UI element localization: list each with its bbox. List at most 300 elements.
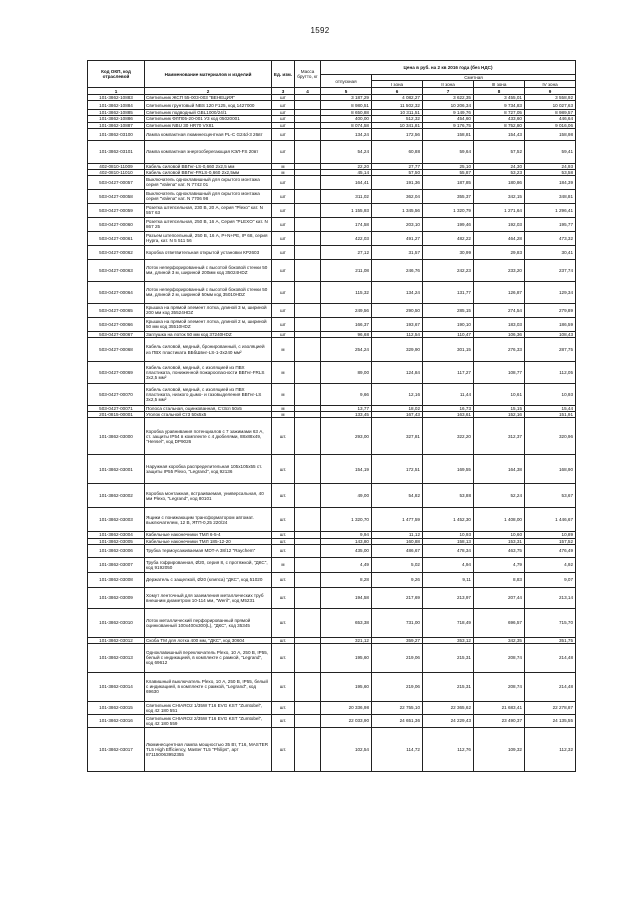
price-zone-4: 9,07: [525, 572, 576, 587]
item-name: Наружная коробка распределительная 105х105х55 ст. защиты IP55 Plexo, "Legrand", код 92136: [145, 455, 272, 484]
item-unit: м: [272, 406, 295, 412]
price-zone-3: 433,60: [474, 116, 525, 122]
price-zone-1: 290,50: [372, 303, 423, 317]
price-zone-3: 8,83: [474, 572, 525, 587]
price-release: 54,24: [321, 140, 372, 163]
price-zone-1: 27,77: [372, 163, 423, 169]
price-zone-3: 342,15: [474, 189, 525, 203]
price-release: 435,00: [321, 544, 372, 557]
item-name: Одноклавишный переключатель Plexo, 10 А, 250 В, IP55, белый с индикацией, в комплекте с рамкой, "Legrand", код 69612: [145, 643, 272, 672]
item-mass: [295, 701, 321, 714]
item-unit: шт.: [272, 532, 295, 538]
price-zone-2: 190,10: [423, 317, 474, 331]
price-release: 174,58: [321, 217, 372, 231]
price-release: 195,60: [321, 643, 372, 672]
item-unit: шт: [272, 95, 295, 101]
price-zone-3: 696,57: [474, 608, 525, 637]
item-unit: шт.: [272, 418, 295, 455]
item-unit: шт.: [272, 538, 295, 544]
item-name: Лампа компактная люминесцентная PL-C G24d-3 26вт: [145, 128, 272, 140]
price-release: 134,24: [321, 128, 372, 140]
price-zone-2: 4,94: [423, 557, 474, 572]
price-zone-1: 219,06: [372, 672, 423, 701]
item-name: Кабель силовой, медный, бронированный, с изоляцией из ПВХ пластиката ВБбШвнг-LS-1-3х240 мм²: [145, 338, 272, 362]
item-name: Держатель с защелкой, Ø20 (клипса) "ДКС", код 51020: [145, 572, 272, 587]
price-release: 22,20: [321, 163, 372, 169]
item-code: 503-0427-00065: [88, 303, 145, 317]
item-mass: [295, 557, 321, 572]
header-code: Код ОКП, код отраслевой: [88, 61, 145, 88]
table-row: [88, 643, 576, 672]
price-release: 400,00: [321, 116, 372, 122]
price-zone-1: 57,50: [372, 169, 423, 175]
header-release: отпускная: [321, 75, 372, 88]
item-unit: шт.: [272, 672, 295, 701]
table-row: [88, 418, 576, 455]
price-zone-1: 31,57: [372, 245, 423, 259]
item-unit: м: [272, 169, 295, 175]
price-zone-1: 134,24: [372, 281, 423, 303]
price-zone-2: 55,87: [423, 169, 474, 175]
price-zone-2: 9 176,75: [423, 122, 474, 128]
item-mass: [295, 508, 321, 532]
item-name: Лоток металлический перфорированный прямой оцинкованный 100х400х300(L), "ДКС", код 35345: [145, 608, 272, 637]
price-zone-1: 731,00: [372, 608, 423, 637]
item-code: 101-3862-03017: [88, 727, 145, 771]
item-unit: шт.: [272, 455, 295, 484]
table-row: [88, 189, 576, 203]
price-zone-4: 279,89: [525, 303, 576, 317]
header-price-group: Цена в руб. на 2 кв 2016 года (без НДС): [321, 61, 576, 75]
item-name: Светильник ЖСП 55-003-003 "ВЕНЕЦИЯ": [145, 95, 272, 101]
price-zone-4: 214,48: [525, 672, 576, 701]
price-zone-3: 1 271,64: [474, 203, 525, 217]
price-zone-3: 1 408,00: [474, 508, 525, 532]
price-zone-3: 207,44: [474, 587, 525, 608]
price-zone-1: 54,82: [372, 484, 423, 508]
item-code: 503-0427-00066: [88, 317, 145, 331]
table-row: [88, 572, 576, 587]
item-code: 101-3862-03014: [88, 672, 145, 701]
item-mass: [295, 259, 321, 281]
col-number: 3: [272, 88, 295, 95]
table-row: [88, 727, 576, 771]
item-mass: [295, 672, 321, 701]
price-zone-1: 1 345,56: [372, 203, 423, 217]
col-number: 6: [372, 88, 423, 95]
price-zone-4: 10,89: [525, 532, 576, 538]
price-zone-2: 163,61: [423, 412, 474, 418]
price-zone-3: 9 734,83: [474, 101, 525, 110]
price-zone-3: 52,24: [474, 484, 525, 508]
price-release: 164,41: [321, 175, 372, 189]
item-name: Светильник грунтовый NBS 120 F125, код 1427000: [145, 101, 272, 110]
table-row: [88, 714, 576, 727]
price-zone-3: 10,60: [474, 532, 525, 538]
price-zone-1: 359,27: [372, 637, 423, 643]
item-code: 503-0427-00063: [88, 259, 145, 281]
item-mass: [295, 608, 321, 637]
item-code: 503-0427-00062: [88, 245, 145, 259]
item-mass: [295, 203, 321, 217]
price-zone-3: 164,38: [474, 455, 525, 484]
item-name: Розетка штепсельная, 230 В, 20 А, серия "Plexo" кат. N 557 63: [145, 203, 272, 217]
item-name: Кабель силовой, медный, с изоляцией из ПВХ пластиката, пониженной пожароопасности ВВГнг-FRLS 3х2,5 мм²: [145, 362, 272, 384]
item-name: Кабельные наконечники ТМЛ 6-5-4: [145, 532, 272, 538]
price-zone-1: 114,72: [372, 727, 423, 771]
price-release: 8 074,58: [321, 122, 372, 128]
price-zone-4: 1 446,67: [525, 508, 576, 532]
price-zone-1: 172,51: [372, 455, 423, 484]
item-name: Выключатель одноклавишный для скрытого монтажа серия "Valena" кат. N 7706 98: [145, 189, 272, 203]
price-zone-2: 285,15: [423, 303, 474, 317]
item-code: 101-3862-10886: [88, 116, 145, 122]
table-row: [88, 608, 576, 637]
item-unit: шт: [272, 128, 295, 140]
price-zone-4: 22 278,87: [525, 701, 576, 714]
price-zone-1: 9,26: [372, 572, 423, 587]
price-zone-4: 129,34: [525, 281, 576, 303]
table-row: [88, 484, 576, 508]
price-zone-1: 362,04: [372, 189, 423, 203]
item-name: Люминесцентная лампа мощностью 35 Вт, T16, MASTER TL5 High Efficiency, Master TL5 "Philips", арт 871150063952355: [145, 727, 272, 771]
price-zone-4: 186,59: [525, 317, 576, 331]
header-estimate: Сметная: [372, 75, 576, 81]
price-zone-2: 112,76: [423, 727, 474, 771]
price-zone-3: 274,54: [474, 303, 525, 317]
price-zone-2: 242,23: [423, 259, 474, 281]
price-release: 8 650,88: [321, 110, 372, 116]
price-zone-2: 10 206,34: [423, 101, 474, 110]
item-code: 101-3862-03010: [88, 608, 145, 637]
item-mass: [295, 338, 321, 362]
item-mass: [295, 317, 321, 331]
table-row: [88, 587, 576, 608]
item-code: 101-3862-03006: [88, 544, 145, 557]
table-row: [88, 259, 576, 281]
price-zone-3: 180,86: [474, 175, 525, 189]
item-name: Лоток неперфорированный с высотой боковой стенки 50 мм, длиной 2 м, шириной 50мм код 35010HDZ: [145, 281, 272, 303]
price-zone-2: 117,27: [423, 362, 474, 384]
item-name: Кабельные наконечники ТМЛ 185-12-20: [145, 538, 272, 544]
item-mass: [295, 101, 321, 110]
item-mass: [295, 455, 321, 484]
item-name: Клавишный выключатель Plexo, 10 А, 250 В, IP55, белый с индикацией, в комплекте с рамкой, "Legrand", код 69630: [145, 672, 272, 701]
price-zone-2: 1 452,30: [423, 508, 474, 532]
item-code: 201-0815-00001: [88, 412, 145, 418]
price-zone-2: 30,99: [423, 245, 474, 259]
price-zone-4: 112,32: [525, 727, 576, 771]
item-mass: [295, 245, 321, 259]
price-zone-4: 30,41: [525, 245, 576, 259]
table-row: [88, 508, 576, 532]
item-name: Коробка уравнивания потенциалов с 7 зажимами 63 А, ст. защиты IP54 в комплекте с 4 дюбелями, 88х88х49, "Hensel", код DP9026: [145, 418, 272, 455]
item-code: 101-3862-10884: [88, 101, 145, 110]
item-name: Хомут ленточный для заземления металлических труб внешним диаметром 10-114 мм, "Weril", код M5231: [145, 587, 272, 608]
item-unit: шт: [272, 175, 295, 189]
price-zone-2: 9 149,76: [423, 110, 474, 116]
table-row: [88, 455, 576, 484]
item-unit: м: [272, 338, 295, 362]
table-row: [88, 362, 576, 384]
price-release: 249,56: [321, 303, 372, 317]
header-mass: Масса брутто, кг: [295, 61, 321, 88]
item-code: 101-3862-03013: [88, 643, 145, 672]
price-zone-4: 351,75: [525, 637, 576, 643]
item-name: Уголок стальной Ст3 50х5х5: [145, 412, 272, 418]
item-unit: шт.: [272, 637, 295, 643]
item-mass: [295, 384, 321, 406]
price-zone-4: 168,90: [525, 455, 576, 484]
item-mass: [295, 418, 321, 455]
item-mass: [295, 544, 321, 557]
price-zone-4: 151,91: [525, 412, 576, 418]
item-name: Светильник ФЛП05-20-001 У3 код 05020001: [145, 116, 272, 122]
item-unit: м: [272, 163, 295, 169]
item-mass: [295, 217, 321, 231]
price-zone-1: 203,10: [372, 217, 423, 231]
item-code: 503-0427-00058: [88, 189, 145, 203]
item-unit: шт: [272, 116, 295, 122]
item-code: 503-0427-00070: [88, 384, 145, 406]
price-release: 422,03: [321, 231, 372, 245]
price-release: 8,28: [321, 572, 372, 587]
item-mass: [295, 572, 321, 587]
item-code: 101-3862-03012: [88, 637, 145, 643]
price-zone-4: 8 989,57: [525, 110, 576, 116]
item-code: 101-3862-03005: [88, 538, 145, 544]
price-zone-4: 3 558,92: [525, 95, 576, 101]
price-zone-2: 301,15: [423, 338, 474, 362]
price-zone-2: 718,49: [423, 608, 474, 637]
price-release: 653,38: [321, 608, 372, 637]
price-zone-3: 8 727,05: [474, 110, 525, 116]
price-zone-1: 172,56: [372, 128, 423, 140]
price-zone-3: 57,52: [474, 140, 525, 163]
item-code: 503-0427-00061: [88, 231, 145, 245]
price-release: 89,00: [321, 362, 372, 384]
price-zone-4: 320,96: [525, 418, 576, 455]
price-zone-4: 53,58: [525, 169, 576, 175]
item-name: Светильник NBU 30 HR70 VX81: [145, 122, 272, 128]
price-zone-4: 715,70: [525, 608, 576, 637]
col-number: 2: [145, 88, 272, 95]
price-zone-4: 184,39: [525, 175, 576, 189]
item-code: 101-3862-03008: [88, 572, 145, 587]
item-code: 101-3862-03004: [88, 532, 145, 538]
price-release: 143,80: [321, 538, 372, 544]
price-zone-2: 25,10: [423, 163, 474, 169]
price-zone-2: 199,46: [423, 217, 474, 231]
price-release: 211,08: [321, 259, 372, 281]
price-zone-4: 214,48: [525, 643, 576, 672]
price-zone-3: 276,33: [474, 338, 525, 362]
item-unit: шт: [272, 317, 295, 331]
price-zone-1: 217,69: [372, 587, 423, 608]
table-row: [88, 338, 576, 362]
price-zone-4: 195,77: [525, 217, 576, 231]
price-zone-1: 22 755,10: [372, 701, 423, 714]
price-zone-3: 233,20: [474, 259, 525, 281]
item-name: Розетка штепсельная, 250 В, 16 А, Серия "PLEXO" кат. N 867 25: [145, 217, 272, 231]
col-number: 7: [423, 88, 474, 95]
price-zone-4: 213,14: [525, 587, 576, 608]
table-row: [88, 317, 576, 331]
price-zone-3: 192,03: [474, 217, 525, 231]
item-name: Коробка монтажная, встраиваемая, универсальная, 40 мм Plexo, "Legrand", код 80101: [145, 484, 272, 508]
price-release: 96,68: [321, 331, 372, 337]
item-code: 503-0427-00069: [88, 362, 145, 384]
header-zone-3: III зона: [474, 81, 525, 88]
price-release: 27,12: [321, 245, 372, 259]
table-row: [88, 140, 576, 163]
table-row: [88, 245, 576, 259]
price-release: 293,00: [321, 418, 372, 455]
item-unit: м: [272, 362, 295, 384]
item-unit: шт: [272, 303, 295, 317]
table-row: [88, 101, 576, 110]
item-name: Лоток неперфорированный с высотой боковой стенки 50 мм, длиной 3 м, шириной 200мм код 35024HDZ: [145, 259, 272, 281]
header-zone-2: II зона: [423, 81, 474, 88]
item-code: 101-3862-03015: [88, 701, 145, 714]
price-zone-3: 29,83: [474, 245, 525, 259]
price-zone-2: 482,22: [423, 231, 474, 245]
table-row: [88, 217, 576, 231]
col-number: 5: [321, 88, 372, 95]
price-zone-2: 24 229,43: [423, 714, 474, 727]
item-mass: [295, 303, 321, 317]
price-zone-2: 213,97: [423, 587, 474, 608]
price-zone-3: 152,16: [474, 412, 525, 418]
col-number: 8: [474, 88, 525, 95]
price-release: 195,60: [321, 672, 372, 701]
item-name: Кабель силовой, медный, с изоляцией из ПВХ пластиката, низкого дымо- и газовыделения ВВГнг-LS 3х2,5 мм²: [145, 384, 272, 406]
item-mass: [295, 714, 321, 727]
price-release: 8 980,51: [321, 101, 372, 110]
price-zone-1: 10 311,51: [372, 110, 423, 116]
price-zone-4: 53,67: [525, 484, 576, 508]
item-name: Разъем штепсельный, 250 В, 16 А, P+N+PE, IP 68, серия Hypra, кат. N 5 511 56: [145, 231, 272, 245]
price-zone-2: 215,31: [423, 643, 474, 672]
price-zone-2: 158,81: [423, 128, 474, 140]
item-name: Полоса стальная, оцинкованная, Ст3сп 50х5: [145, 406, 272, 412]
price-zone-2: 478,34: [423, 544, 474, 557]
item-code: 503-0427-00060: [88, 217, 145, 231]
price-release: 166,37: [321, 317, 372, 331]
item-name: Труба гофрированная, Ø20, серия 8, с протяжкой, "ДКС", код 9192050: [145, 557, 272, 572]
price-zone-4: 157,52: [525, 538, 576, 544]
price-zone-1: 219,06: [372, 643, 423, 672]
price-zone-2: 11,44: [423, 384, 474, 406]
price-zone-4: 15,44: [525, 406, 576, 412]
price-zone-3: 109,32: [474, 727, 525, 771]
item-name: Крышка на прямой элемент лотка, длиной 3 м, шириной 200 мм код 35524HDZ: [145, 303, 272, 317]
price-release: 102,54: [321, 727, 372, 771]
item-mass: [295, 231, 321, 245]
header-unit: Ед. изм.: [272, 61, 295, 88]
item-code: 101-3862-10885: [88, 110, 145, 116]
item-unit: шт: [272, 203, 295, 217]
item-unit: шт: [272, 231, 295, 245]
item-unit: м: [272, 384, 295, 406]
price-zone-4: 287,75: [525, 338, 576, 362]
item-code: 101-3862-10883: [88, 95, 145, 101]
price-zone-1: 10 341,81: [372, 122, 423, 128]
price-zone-4: 59,41: [525, 140, 576, 163]
item-unit: шт.: [272, 544, 295, 557]
price-release: 154,19: [321, 455, 372, 484]
price-release: 3 187,29: [321, 95, 372, 101]
price-release: 49,00: [321, 484, 372, 508]
item-mass: [295, 140, 321, 163]
table-row: [88, 701, 576, 714]
price-release: 321,12: [321, 637, 372, 643]
item-name: Светильник CHIARO2 2/35W T16 EVG KST "Zumtobel", код 42 180 559: [145, 714, 272, 727]
price-release: 13,77: [321, 406, 372, 412]
price-release: 311,02: [321, 189, 372, 203]
price-zone-3: 10,61: [474, 384, 525, 406]
price-zone-2: 9,11: [423, 572, 474, 587]
item-mass: [295, 362, 321, 384]
price-release: 20 336,98: [321, 701, 372, 714]
item-unit: шт: [272, 331, 295, 337]
item-unit: шт.: [272, 714, 295, 727]
price-zone-1: 327,81: [372, 418, 423, 455]
price-zone-1: 124,84: [372, 362, 423, 384]
price-zone-2: 131,77: [423, 281, 474, 303]
price-release: 194,58: [321, 587, 372, 608]
item-name: Выключатель одноклавишный для скрытого монтажа серия "Valena" кат. N 7742 01: [145, 175, 272, 189]
item-unit: шт: [272, 110, 295, 116]
price-release: 9,66: [321, 384, 372, 406]
price-zone-1: 4 082,27: [372, 95, 423, 101]
item-unit: шт.: [272, 608, 295, 637]
item-code: 101-3862-03009: [88, 587, 145, 608]
price-release: 9,94: [321, 532, 372, 538]
price-zone-2: 169,55: [423, 455, 474, 484]
item-name: Светильник CHIARO2 1/35W T16 EVG KST "Zumtobel", код 42 180 551: [145, 701, 272, 714]
price-zone-3: 126,87: [474, 281, 525, 303]
item-name: Светильник подводный GBL1000/24/1: [145, 110, 272, 116]
price-zone-3: 3 455,01: [474, 95, 525, 101]
price-zone-1: 191,36: [372, 175, 423, 189]
item-unit: м: [272, 412, 295, 418]
item-unit: шт: [272, 101, 295, 110]
item-code: 503-0427-00057: [88, 175, 145, 189]
item-mass: [295, 175, 321, 189]
item-code: 101-3862-03100: [88, 128, 145, 140]
price-zone-4: 10 027,63: [525, 101, 576, 110]
price-zone-1: 60,88: [372, 140, 423, 163]
item-mass: [295, 643, 321, 672]
price-release: 22 033,90: [321, 714, 372, 727]
item-mass: [295, 281, 321, 303]
item-unit: м: [272, 557, 295, 572]
item-code: 402-0810-11009: [88, 163, 145, 169]
item-code: 503-0427-00071: [88, 406, 145, 412]
item-unit: шт.: [272, 587, 295, 608]
price-release: 1 155,93: [321, 203, 372, 217]
item-mass: [295, 727, 321, 771]
price-release: 4,49: [321, 557, 372, 572]
item-code: 101-3862-03002: [88, 484, 145, 508]
item-code: 101-3862-03101: [88, 140, 145, 163]
price-zone-1: 160,88: [372, 538, 423, 544]
price-zone-2: 59,64: [423, 140, 474, 163]
price-zone-3: 464,28: [474, 231, 525, 245]
price-zone-1: 1 477,59: [372, 508, 423, 532]
price-zone-3: 21 683,41: [474, 701, 525, 714]
